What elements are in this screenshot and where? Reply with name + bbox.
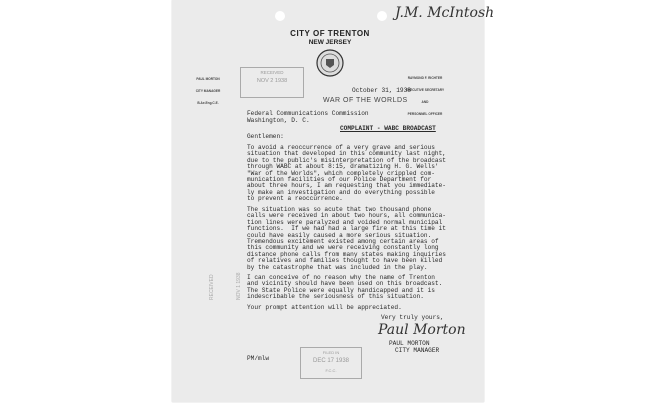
received-stamp-label: RECEIVED [260,70,284,75]
war-of-the-worlds-note: WAR OF THE WORLDS [323,97,408,104]
filed-stamp-agency: F.C.C. [325,368,337,373]
handwritten-annotation: J.M. McIntosh [395,5,495,21]
secretary-name: RAYMOND F. RICHTER [407,76,443,80]
filed-stamp-label: FILED IN [322,350,340,355]
manager-degree: B.Ae.Eng.C.E. [197,101,219,105]
secretary-title-2: PERSONNEL OFFICER [407,112,443,116]
margin-stamp-date: NOV 1 1938 [236,272,242,300]
letterhead-left-block [192,69,224,109]
recipient-line: Federal Communications Commission [247,110,369,117]
margin-stamp [190,272,253,300]
punch-hole [377,11,387,21]
handwritten-signature: Paul Morton [378,322,466,338]
letter-date: October 31, 1938 [352,87,411,94]
paragraph: Your prompt attention will be appreciated. [247,304,402,311]
typist-initials: PM/mlw [247,355,270,362]
signer-name: PAUL MORTON [389,340,430,347]
paragraph: The situation was so acute that two thousand phone calls were received in about two hours, all communica- tion lines were paralyzed and voided normal municipal functions. If we had had a large fire at this time it could have easily caused a more serious situation. Tremendous excitement existed among certain areas of this community and we were receiving constantly long distance phone calls from many states making inquiries of relatives and families thought to have been killed by the catastrophe that was included in the play. [247,206,446,271]
received-stamp [240,67,304,98]
filed-stamp [300,347,362,379]
letterhead-city: CITY OF TRENTON [290,29,370,38]
recipient-line: Washington, D. C. [247,117,310,124]
filed-stamp-date: DEC 17 1938 [312,358,350,364]
received-stamp-date: NOV 2 1938 [256,78,288,84]
manager-name: PAUL MORTON [196,77,220,81]
punch-hole [275,11,285,21]
manager-title: CITY MANAGER [195,89,221,93]
letter-subject: COMPLAINT - WABC BROADCAST [340,125,436,132]
closing: Very truly yours, [381,314,444,321]
salutation: Gentlemen: [247,133,284,140]
paragraph: I can conceive of no reason why the name of Trenton and vicinity should have been used on this broadcast. The State Police were equally handicapped and it is indescribable the seriousness of this situation. [247,274,443,301]
city-seal-icon [316,49,344,77]
paragraph: To avoid a reoccurrence of a very grave and serious situation that developed in this community last night, due to the public's misinterpretation of the broadcast through WABC at about 8:15, dramatizing H. G. Wells' "War of the Worlds", which completely crippled com- munication facilities of our Police Department for about three hours, I am requesting that you immediate- ly make an investigation and do everything possible to prevent a reoccurrence. [247,144,446,203]
secretary-title: EXECUTIVE SECRETARY [405,88,445,92]
signer-title: CITY MANAGER [395,347,440,354]
letterhead-state: NEW JERSEY [308,39,352,46]
margin-stamp-label: RECEIVED [209,274,215,300]
secretary-and: AND [421,100,429,104]
